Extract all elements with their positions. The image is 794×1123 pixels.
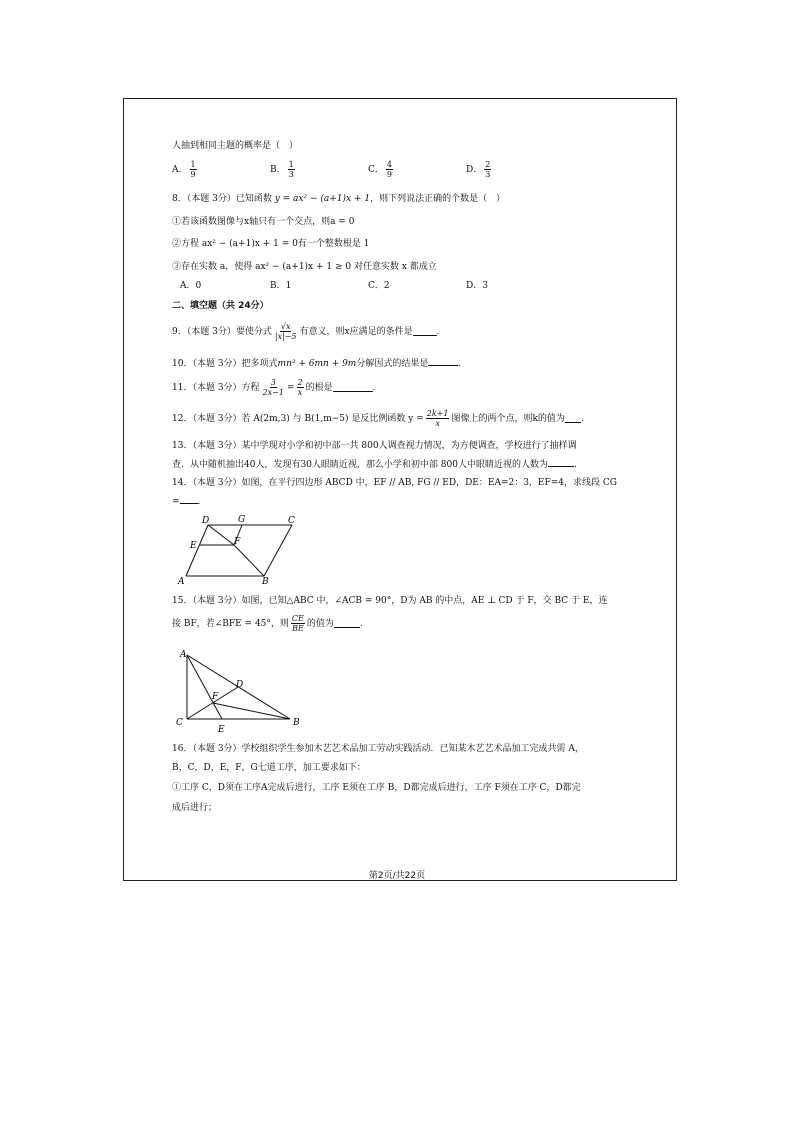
- q14-line-2: = .: [172, 497, 201, 507]
- q16-line-4: 成后进行；: [172, 803, 218, 813]
- answer-blank[interactable]: [565, 414, 581, 423]
- label-b: B: [262, 577, 269, 587]
- fraction: $\frac{3}{2x-1}$: [262, 378, 284, 397]
- edge-bc: [264, 525, 292, 576]
- option-label: C．: [368, 164, 384, 175]
- q7-option-d[interactable]: [466, 160, 493, 179]
- fraction: $\frac{1}{9}$: [190, 160, 196, 179]
- segment-df: [208, 525, 234, 545]
- q7-stem-tail: 人抽到相同主题的概率是（ ）: [172, 141, 299, 151]
- answer-blank[interactable]: [334, 619, 360, 628]
- q13-line-2: 查．从中随机抽出40人，发现有30人眼睛近视，那么小学和初中部 800人中眼睛近视的人数为 .: [172, 460, 577, 470]
- label-d: D: [202, 516, 210, 526]
- q8-option-c[interactable]: C．2: [368, 281, 390, 291]
- q11: 11．（本题 3分）方程 $\frac{3}{2x-1}$ = $\frac{2}{x}$ 的根是 .: [172, 378, 376, 397]
- q13-line-1: 13．（本题 3分）某中学现对小学和初中部一共 800人调查视力情况，为方便调查，学校进行了抽样调: [172, 441, 577, 451]
- q9: 9．（本题 3分）要使分式 $\frac{√x}{|x|-5}$ 有意义，则x应满足的条件是 .: [172, 322, 440, 341]
- label-a: A: [178, 577, 185, 587]
- option-label: B．: [270, 164, 286, 175]
- label-c: C: [176, 718, 183, 728]
- q10: 10．（本题 3分）把多项式mn² + 6mn + 9m分解因式的结果是 .: [172, 359, 462, 369]
- fraction: $\frac{1}{3}$: [288, 160, 294, 179]
- fraction: $\frac{2}{x}$: [297, 378, 303, 397]
- segment-ae: [187, 655, 222, 719]
- fraction: $\frac{CE}{BE}$: [291, 614, 304, 633]
- section-heading: 二、填空题（共 24分）: [172, 301, 269, 311]
- fraction: $\frac{4}{9}$: [386, 160, 392, 179]
- label-f: F: [234, 537, 241, 547]
- figure-right-triangle: [172, 645, 312, 737]
- answer-blank[interactable]: [180, 495, 198, 504]
- function-expression: y = ax² − (a+1)x + 1: [274, 194, 371, 204]
- label-a: A: [180, 650, 187, 660]
- label-c: C: [288, 516, 295, 526]
- fraction: $\frac{2}{3}$: [485, 160, 491, 179]
- q16-line-1: 16．（本题 3分）学校组织学生参加木艺艺术品加工劳动实践活动．已知某木艺艺术品加工完成共需 A，: [172, 744, 584, 754]
- label-f: F: [212, 692, 219, 702]
- label-e: E: [218, 725, 225, 735]
- q16-line-2: B，C，D，E，F，G七道工序，加工要求如下：: [172, 763, 366, 773]
- q8-option-a[interactable]: A．0: [180, 281, 202, 291]
- label-g: G: [238, 515, 246, 525]
- q8-statement-1: ①若该函数图像与x轴只有一个交点，则a = 0: [172, 217, 355, 227]
- q8-statement-2: ②方程 ax² − (a+1)x + 1 = 0有一个整数根是 1: [172, 239, 370, 249]
- q15-line-1: 15．（本题 3分）如图，已知△ABC 中，∠ACB = 90°，D为 AB 的中点，AE ⊥ CD 于 F，交 BC 于 E，连: [172, 596, 608, 606]
- answer-blank[interactable]: [333, 383, 373, 392]
- q12: 12．（本题 3分）若 A(2m,3) 与 B(1,m−5) 是反比例函数 y = $\frac{2k+1}{x}$ 图像上的两个点，则k的值为 .: [172, 409, 584, 428]
- q14-line-1: 14．（本题 3分）如图，在平行四边形 ABCD 中，EF // AB, FG // ED，DE：EA=2：3，EF=4，求线段 CG: [172, 478, 617, 488]
- q8-stem: 8．（本题 3分）已知函数 y = ax² − (a+1)x + 1，则下列说法正确的个数是（ ）: [172, 194, 506, 204]
- segment-fb: [213, 703, 290, 719]
- q8-option-b[interactable]: B．1: [270, 281, 292, 291]
- answer-blank[interactable]: [548, 458, 574, 467]
- segment-fb: [234, 545, 264, 576]
- page-number: 第2页/共22页: [368, 871, 426, 881]
- fraction: $\frac{2k+1}{x}$: [426, 409, 449, 428]
- label-b: B: [293, 718, 300, 728]
- q8-option-d[interactable]: D．3: [466, 281, 488, 291]
- q7-option-b[interactable]: [270, 160, 297, 179]
- label-e: E: [190, 541, 197, 551]
- q7-option-a[interactable]: [172, 160, 199, 179]
- answer-blank[interactable]: [413, 327, 437, 336]
- label-d: D: [236, 680, 244, 690]
- figure-parallelogram: [170, 512, 310, 588]
- q7-option-c[interactable]: [368, 160, 395, 179]
- fraction: $\frac{√x}{|x|-5}$: [274, 322, 297, 341]
- option-label: D．: [466, 164, 483, 175]
- answer-blank[interactable]: [428, 357, 458, 366]
- q16-line-3: ①工序 C，D须在工序A完成后进行，工序 E须在工序 B，D都完成后进行，工序 F须在工序 C，D都完: [172, 783, 581, 793]
- q8-statement-3: ③存在实数 a，使得 ax² − (a+1)x + 1 ≥ 0 对任意实数 x 都成立: [172, 262, 437, 272]
- q15-line-2: 接 BF，若∠BFE = 45°，则 $\frac{CE}{BE}$ 的值为 .: [172, 614, 363, 633]
- option-label: A．: [172, 164, 188, 175]
